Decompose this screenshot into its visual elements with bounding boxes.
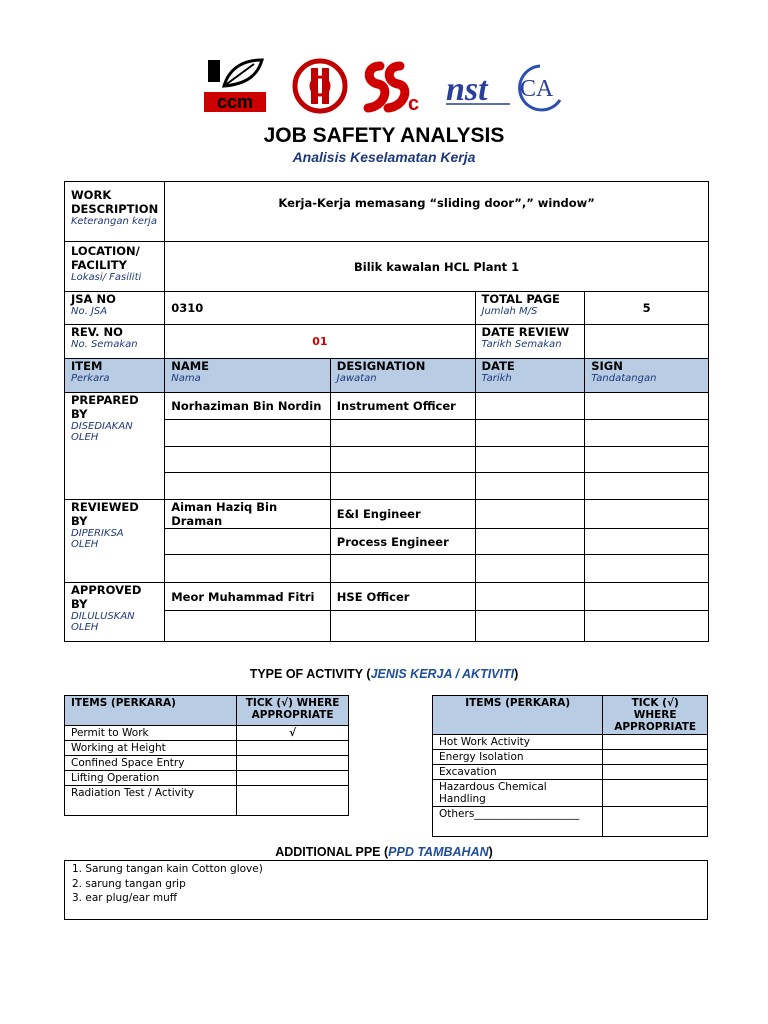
nst-logo bbox=[446, 71, 510, 108]
company-logos bbox=[200, 56, 570, 118]
tick-cell[interactable] bbox=[237, 756, 349, 771]
date-review-value bbox=[585, 325, 709, 359]
ppe-heading-text: ADDITIONAL PPE bbox=[275, 845, 381, 859]
activity-row bbox=[65, 726, 349, 741]
total-page-sub: Jumlah M/S bbox=[481, 306, 538, 317]
prepared-label: PREPARED BY bbox=[71, 393, 139, 421]
rev-no-label: REV. NO bbox=[71, 325, 123, 339]
location-row bbox=[65, 242, 709, 292]
tick-cell[interactable] bbox=[237, 771, 349, 786]
prepared-designation: Instrument Officer bbox=[330, 393, 475, 420]
jsa-form-table bbox=[64, 181, 709, 642]
reviewed-row bbox=[65, 500, 709, 529]
col-items-header: ITEMS (PERKARA) bbox=[65, 696, 237, 726]
activity-row bbox=[65, 756, 349, 771]
jsa-no-label: JSA NO bbox=[71, 292, 116, 306]
tick-cell[interactable] bbox=[237, 786, 349, 816]
approved-sub: DILULUSKAN OLEH bbox=[71, 611, 135, 633]
logo-strip bbox=[200, 56, 570, 118]
col-designation-sub: Jawatan bbox=[336, 373, 377, 384]
prepared-row bbox=[65, 393, 709, 420]
reviewed-name: Aiman Haziq Bin Draman bbox=[165, 500, 331, 529]
work-description-sub: Keterangan kerja bbox=[71, 216, 157, 227]
col-name-sub: Nama bbox=[171, 373, 201, 384]
page-subtitle: Analisis Keselamatan Kerja bbox=[292, 149, 476, 165]
activity-heading-sub: JENIS KERJA / AKTIVITI bbox=[370, 667, 515, 681]
col-item-sub: Perkara bbox=[71, 373, 110, 384]
activity-table-right bbox=[432, 695, 708, 837]
approved-row bbox=[65, 583, 709, 611]
activity-item: Hazardous Chemical Handling bbox=[433, 780, 603, 807]
tick-cell[interactable] bbox=[237, 741, 349, 756]
rev-no-value: 01 bbox=[165, 325, 475, 359]
location-sub: Lokasi/ Fasiliti bbox=[71, 272, 142, 283]
activity-item: Lifting Operation bbox=[65, 771, 237, 786]
tick-cell[interactable] bbox=[603, 765, 708, 780]
tick-cell[interactable] bbox=[603, 735, 708, 750]
ppe-heading: ADDITIONAL PPE (PPD TAMBAHAN) bbox=[275, 845, 493, 859]
reviewed-sub: DIPERIKSA OLEH bbox=[71, 528, 124, 550]
col-item-label: ITEM bbox=[71, 359, 103, 373]
jsa-no-sub: No. JSA bbox=[71, 306, 108, 317]
work-description-value: Kerja-Kerja memasang “sliding door”,” window” bbox=[165, 182, 709, 242]
activity-item: Others____________________ bbox=[433, 807, 603, 837]
activity-row bbox=[433, 750, 708, 765]
activity-item: Permit to Work bbox=[65, 726, 237, 741]
svg-text:ccm: ccm bbox=[216, 92, 254, 112]
tick-cell[interactable] bbox=[603, 780, 708, 807]
svg-text:nst: nst bbox=[446, 71, 488, 108]
activity-row bbox=[65, 741, 349, 756]
date-review-sub: Tarikh Semakan bbox=[481, 339, 562, 350]
col-tick-header: TICK (√) WHERE APPROPRIATE bbox=[603, 696, 708, 735]
tick-cell[interactable] bbox=[603, 807, 708, 837]
activity-row bbox=[65, 771, 349, 786]
activity-row bbox=[433, 735, 708, 750]
msc-logo bbox=[295, 61, 345, 111]
total-page-value: 5 bbox=[585, 292, 709, 325]
tick-cell[interactable] bbox=[603, 750, 708, 765]
activity-row bbox=[433, 765, 708, 780]
col-date-sub: Tarikh bbox=[481, 373, 512, 384]
activity-heading: TYPE OF ACTIVITY (JENIS KERJA / AKTIVITI) bbox=[249, 667, 519, 681]
activity-item: Radiation Test / Activity bbox=[65, 786, 237, 816]
reviewed-label: REVIEWED BY bbox=[71, 500, 139, 528]
activity-row bbox=[65, 786, 349, 816]
date-review-label: DATE REVIEW bbox=[481, 325, 570, 339]
approved-designation: HSE Officer bbox=[330, 583, 475, 611]
work-description-label: WORK DESCRIPTION bbox=[71, 188, 159, 216]
ppe-box[interactable] bbox=[64, 860, 708, 920]
ssc-logo bbox=[368, 66, 419, 115]
tick-cell[interactable]: √ bbox=[237, 726, 349, 741]
ppe-item: 1. Sarung tangan kain Cotton glove) bbox=[72, 863, 263, 875]
activity-item: Energy Isolation bbox=[433, 750, 603, 765]
jsa-no-row bbox=[65, 292, 709, 325]
rev-no-row bbox=[65, 325, 709, 359]
activity-table-left bbox=[64, 695, 349, 816]
activity-item: Hot Work Activity bbox=[433, 735, 603, 750]
location-value: Bilik kawalan HCL Plant 1 bbox=[165, 242, 709, 292]
svg-text:c: c bbox=[408, 93, 420, 115]
approved-label: APPROVED BY bbox=[71, 583, 142, 611]
col-items-header: ITEMS (PERKARA) bbox=[433, 696, 603, 735]
col-tick-header: TICK (√) WHERE APPROPRIATE bbox=[237, 696, 349, 726]
prepared-name: Norhaziman Bin Nordin bbox=[165, 393, 331, 420]
svg-text:CA: CA bbox=[520, 76, 554, 102]
signatory-header-row bbox=[65, 359, 709, 393]
ppe-item: 3. ear plug/ear muff bbox=[72, 892, 178, 904]
prepared-sub: DISEDIAKAN OLEH bbox=[71, 421, 133, 443]
work-description-row bbox=[65, 182, 709, 242]
col-designation-label: DESIGNATION bbox=[336, 359, 426, 373]
total-page-label: TOTAL PAGE bbox=[481, 292, 560, 306]
col-sign-label: SIGN bbox=[591, 359, 623, 373]
col-date-label: DATE bbox=[481, 359, 515, 373]
ppe-item: 2. sarung tangan grip bbox=[72, 877, 186, 890]
ca-logo bbox=[520, 66, 560, 110]
location-label: LOCATION/ FACILITY bbox=[71, 244, 140, 272]
activity-item: Excavation bbox=[433, 765, 603, 780]
rev-no-sub: No. Semakan bbox=[71, 339, 138, 350]
activity-row bbox=[433, 807, 708, 837]
col-name-label: NAME bbox=[171, 359, 210, 373]
page-title: JOB SAFETY ANALYSIS bbox=[263, 124, 505, 147]
activity-heading-text: TYPE OF ACTIVITY bbox=[249, 667, 363, 681]
reviewed-designation-2: Process Engineer bbox=[330, 529, 475, 555]
reviewed-designation-1: E&I Engineer bbox=[330, 500, 475, 529]
jsa-no-value: 0310 bbox=[165, 292, 475, 325]
activity-item: Working at Height bbox=[65, 741, 237, 756]
approved-name: Meor Muhammad Fitri bbox=[165, 583, 331, 611]
ccm-logo bbox=[204, 58, 266, 114]
activity-row bbox=[433, 780, 708, 807]
activity-item: Confined Space Entry bbox=[65, 756, 237, 771]
col-sign-sub: Tandatangan bbox=[591, 373, 657, 384]
ppe-heading-sub: PPD TAMBAHAN bbox=[388, 845, 489, 859]
